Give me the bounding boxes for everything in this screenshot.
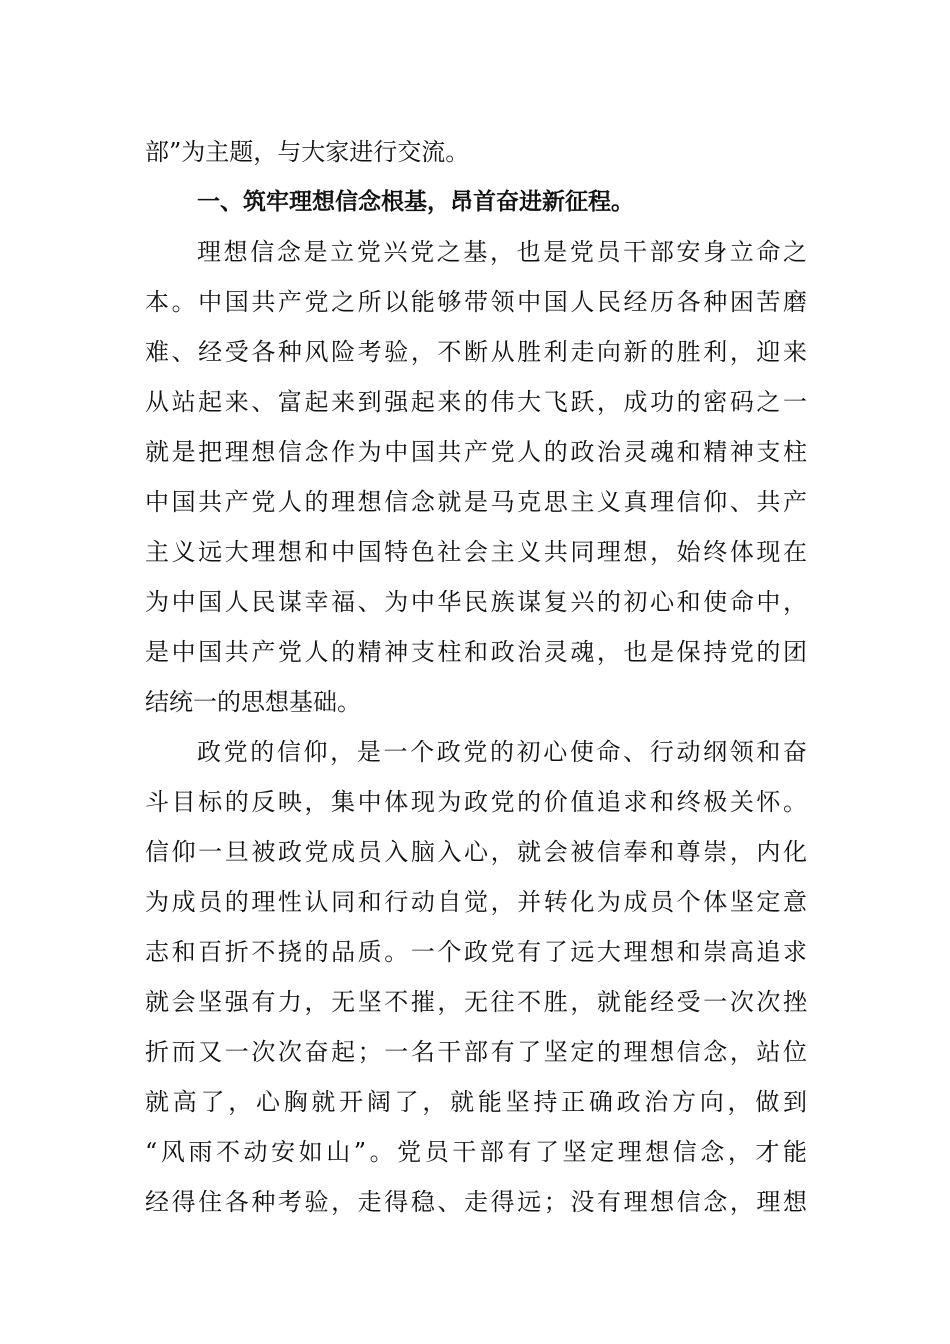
text-line: 为中国人民谋幸福、为中华民族谋复兴的初心和使命中， <box>145 588 807 616</box>
text-line: 本。中国共产党之所以能够带领中国人民经历各种困苦磨 <box>145 288 807 316</box>
text-line: 志和百折不挠的品质。一个政党有了远大理想和崇高追求 <box>145 938 807 966</box>
paragraph-first-line: 政党的信仰，是一个政党的初心使命、行动纲领和奋 <box>197 738 807 766</box>
text-line: 信仰一旦被政党成员入脑入心，就会被信奉和尊崇，内化 <box>145 838 807 866</box>
text-line: 折而又一次次奋起；一名干部有了坚定的理想信念，站位 <box>145 1038 807 1066</box>
text-line: 就是把理想信念作为中国共产党人的政治灵魂和精神支柱 <box>145 438 807 466</box>
document-body <box>145 127 807 1227</box>
text-line: 就高了，心胸就开阔了，就能坚持正确政治方向，做到 <box>145 1088 807 1116</box>
text-line: 结统一的思想基础。 <box>145 688 361 716</box>
text-line: 斗目标的反映，集中体现为政党的价值追求和终极关怀。 <box>145 788 807 816</box>
text-line: 是中国共产党人的精神支柱和政治灵魂，也是保持党的团 <box>145 638 807 666</box>
text-line: 中国共产党人的理想信念就是马克思主义真理信仰、共产 <box>145 488 807 516</box>
text-line: 部”为主题，与大家进行交流。 <box>145 138 470 166</box>
text-line: 就会坚强有力，无坚不摧，无往不胜，就能经受一次次挫 <box>145 988 807 1016</box>
text-line: 从站起来、富起来到强起来的伟大飞跃，成功的密码之一 <box>145 388 807 416</box>
text-line: “风雨不动安如山”。党员干部有了坚定理想信念，才能 <box>145 1138 807 1166</box>
text-line: 难、经受各种风险考验，不断从胜利走向新的胜利，迎来 <box>145 338 807 366</box>
paragraph-first-line: 理想信念是立党兴党之基，也是党员干部安身立命之 <box>197 238 807 266</box>
text-line: 为成员的理性认同和行动自觉，并转化为成员个体坚定意 <box>145 888 807 916</box>
text-line: 主义远大理想和中国特色社会主义共同理想，始终体现在 <box>145 538 807 566</box>
section-heading: 一、筑牢理想信念根基，昂首奋进新征程。 <box>197 189 634 215</box>
text-line: 经得住各种考验，走得稳、走得远；没有理想信念，理想 <box>145 1188 807 1216</box>
